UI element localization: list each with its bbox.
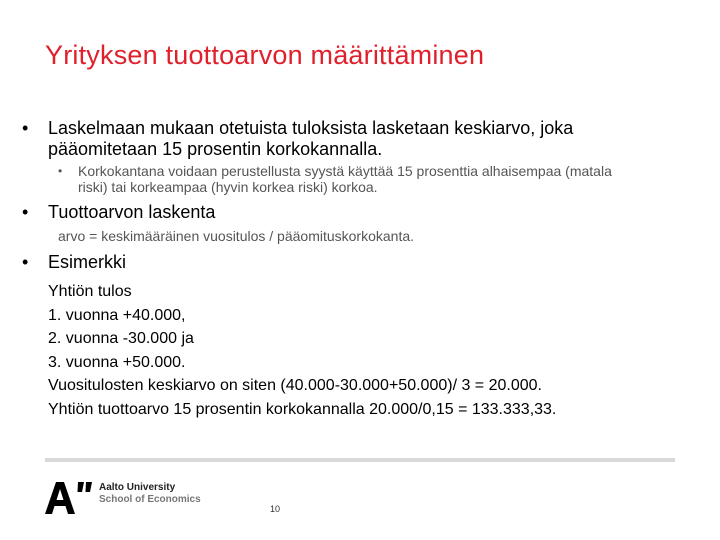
example-line: 2. vuonna -30.000 ja	[48, 330, 194, 347]
bullet-text: Tuottoarvon laskenta	[48, 202, 216, 222]
footer-divider	[45, 458, 675, 462]
bullet-marker: •	[22, 252, 29, 272]
example-line: Yhtiön tulos	[48, 283, 132, 300]
example-block	[48, 280, 556, 421]
slide-title: Yrityksen tuottoarvon määrittäminen	[45, 40, 485, 70]
bullet-text: Laskelmaan mukaan otetuista tuloksista lasketaan keskiarvo, joka pääomitetaan 15 prosentin korkokannalla.	[48, 118, 574, 159]
example-line: Yhtiön tuottoarvo 15 prosentin korkokannalla 20.000/0,15 = 133.333,33.	[48, 400, 557, 418]
logo-wordmark: Aalto University School of Economics	[99, 482, 201, 505]
page-number: 10	[270, 504, 281, 514]
bullet-text: Esimerkki	[48, 252, 127, 272]
bullet-item	[22, 252, 126, 273]
formula-text: arvo = keskimääräinen vuositulos / pääomituskorkokanta.	[58, 228, 415, 244]
bullet-item	[22, 118, 573, 160]
sub-bullet-text: Korkokantana voidaan perustellusta syystä käyttää 15 prosenttia alhaisempaa (matala riski) tai korkeampaa (hyvin korkea riski) korkoa.	[78, 163, 612, 195]
bullet-marker: •	[22, 202, 29, 222]
example-line: Vuositulosten keskiarvo on siten (40.000-30.000+50.000)/ 3 = 20.000.	[48, 377, 542, 394]
example-line: 1. vuonna +40.000,	[48, 306, 186, 324]
sub-bullet-item	[58, 163, 708, 195]
bullet-item	[22, 202, 215, 223]
bullet-marker: •	[22, 118, 29, 138]
sub-bullet-marker: •	[58, 164, 63, 178]
aalto-logo-icon	[45, 480, 93, 516]
example-line: 3. vuonna +50.000.	[48, 353, 186, 371]
